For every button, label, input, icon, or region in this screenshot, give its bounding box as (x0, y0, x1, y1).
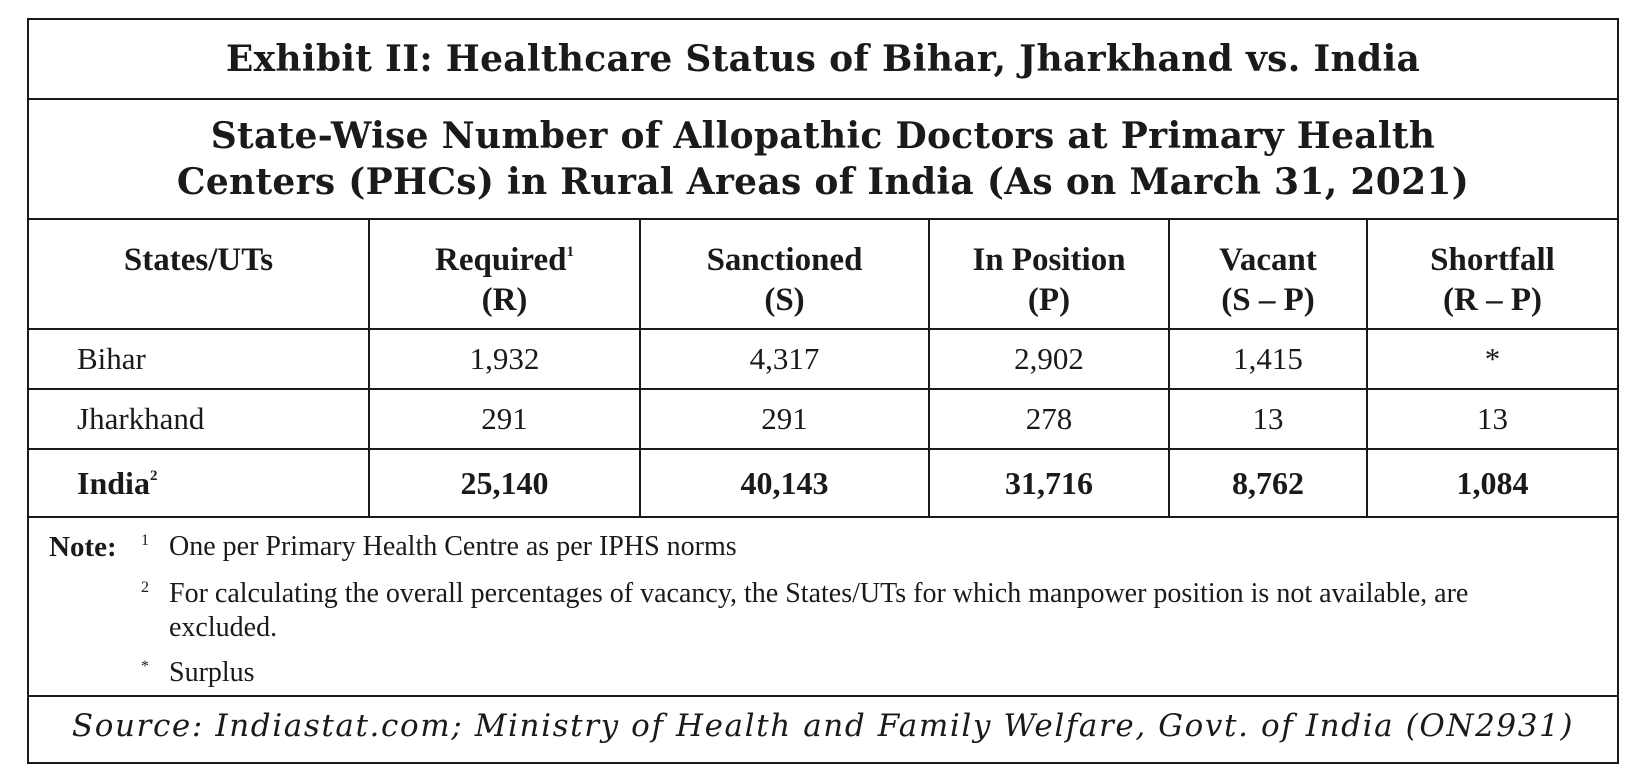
cell-state: India$^2$ (29, 449, 369, 517)
notes-section (29, 518, 1617, 697)
note-marker: 2 (141, 579, 149, 596)
cell-shortfall: * (1367, 329, 1617, 389)
note-marker: * (141, 658, 149, 675)
header-in-position: In Position (P) (929, 220, 1169, 329)
header-required-footnote: 1 (566, 244, 574, 260)
note-item (29, 656, 1617, 690)
note-text: One per Primary Health Centre as per IPHS norms (169, 531, 737, 562)
cell-vacant: 1,415 (1169, 329, 1367, 389)
note-text: For calculating the overall percentages of vacancy, the States/UTs for which manpower position is not available, are excluded. (169, 578, 1469, 643)
source-line: Source: Indiastat.com; Ministry of Health and Family Welfare, Govt. of India (ON2931) (71, 708, 1575, 744)
cell-required: 25,140 (369, 449, 640, 517)
header-sanctioned: Sanctioned (S) (640, 220, 929, 329)
cell-state: Jharkhand (29, 389, 369, 449)
table-row-india-total (29, 449, 1617, 517)
exhibit-title: Exhibit II: Healthcare Status of Bihar, Jharkhand vs. India (29, 20, 1617, 100)
cell-sanctioned: 40,143 (640, 449, 929, 517)
cell-in-position: 2,902 (929, 329, 1169, 389)
cell-shortfall: 1,084 (1367, 449, 1617, 517)
cell-sanctioned: 4,317 (640, 329, 929, 389)
note-item (29, 577, 1617, 645)
header-shortfall: Shortfall (R – P) (1367, 220, 1617, 329)
header-required: Required$^1$ (R) (369, 220, 640, 329)
table-row-jharkhand (29, 389, 1617, 449)
table-subtitle (29, 100, 1617, 220)
doctors-table (29, 220, 1617, 518)
cell-sanctioned: 291 (640, 389, 929, 449)
india-footnote: 2 (149, 467, 158, 484)
cell-shortfall: 13 (1367, 389, 1617, 449)
subtitle-line-2: Centers (PHCs) in Rural Areas of India (As on March 31, 2021) (176, 161, 1470, 203)
header-vacant: Vacant (S – P) (1169, 220, 1367, 329)
cell-vacant: 8,762 (1169, 449, 1367, 517)
note-text: Surplus (169, 657, 255, 688)
cell-vacant: 13 (1169, 389, 1367, 449)
cell-state: Bihar (29, 329, 369, 389)
table-header-row (29, 220, 1617, 329)
header-states: States/UTs (29, 220, 369, 329)
cell-required: 291 (369, 389, 640, 449)
cell-required: 1,932 (369, 329, 640, 389)
table-row-bihar (29, 329, 1617, 389)
exhibit-table-card (27, 18, 1619, 764)
note-marker: 1 (141, 532, 149, 549)
note-label: Note: (49, 531, 117, 563)
note-item (29, 530, 1617, 564)
cell-in-position: 278 (929, 389, 1169, 449)
cell-in-position: 31,716 (929, 449, 1169, 517)
subtitle-line-1: State-Wise Number of Allopathic Doctors at Primary Health (210, 115, 1436, 157)
